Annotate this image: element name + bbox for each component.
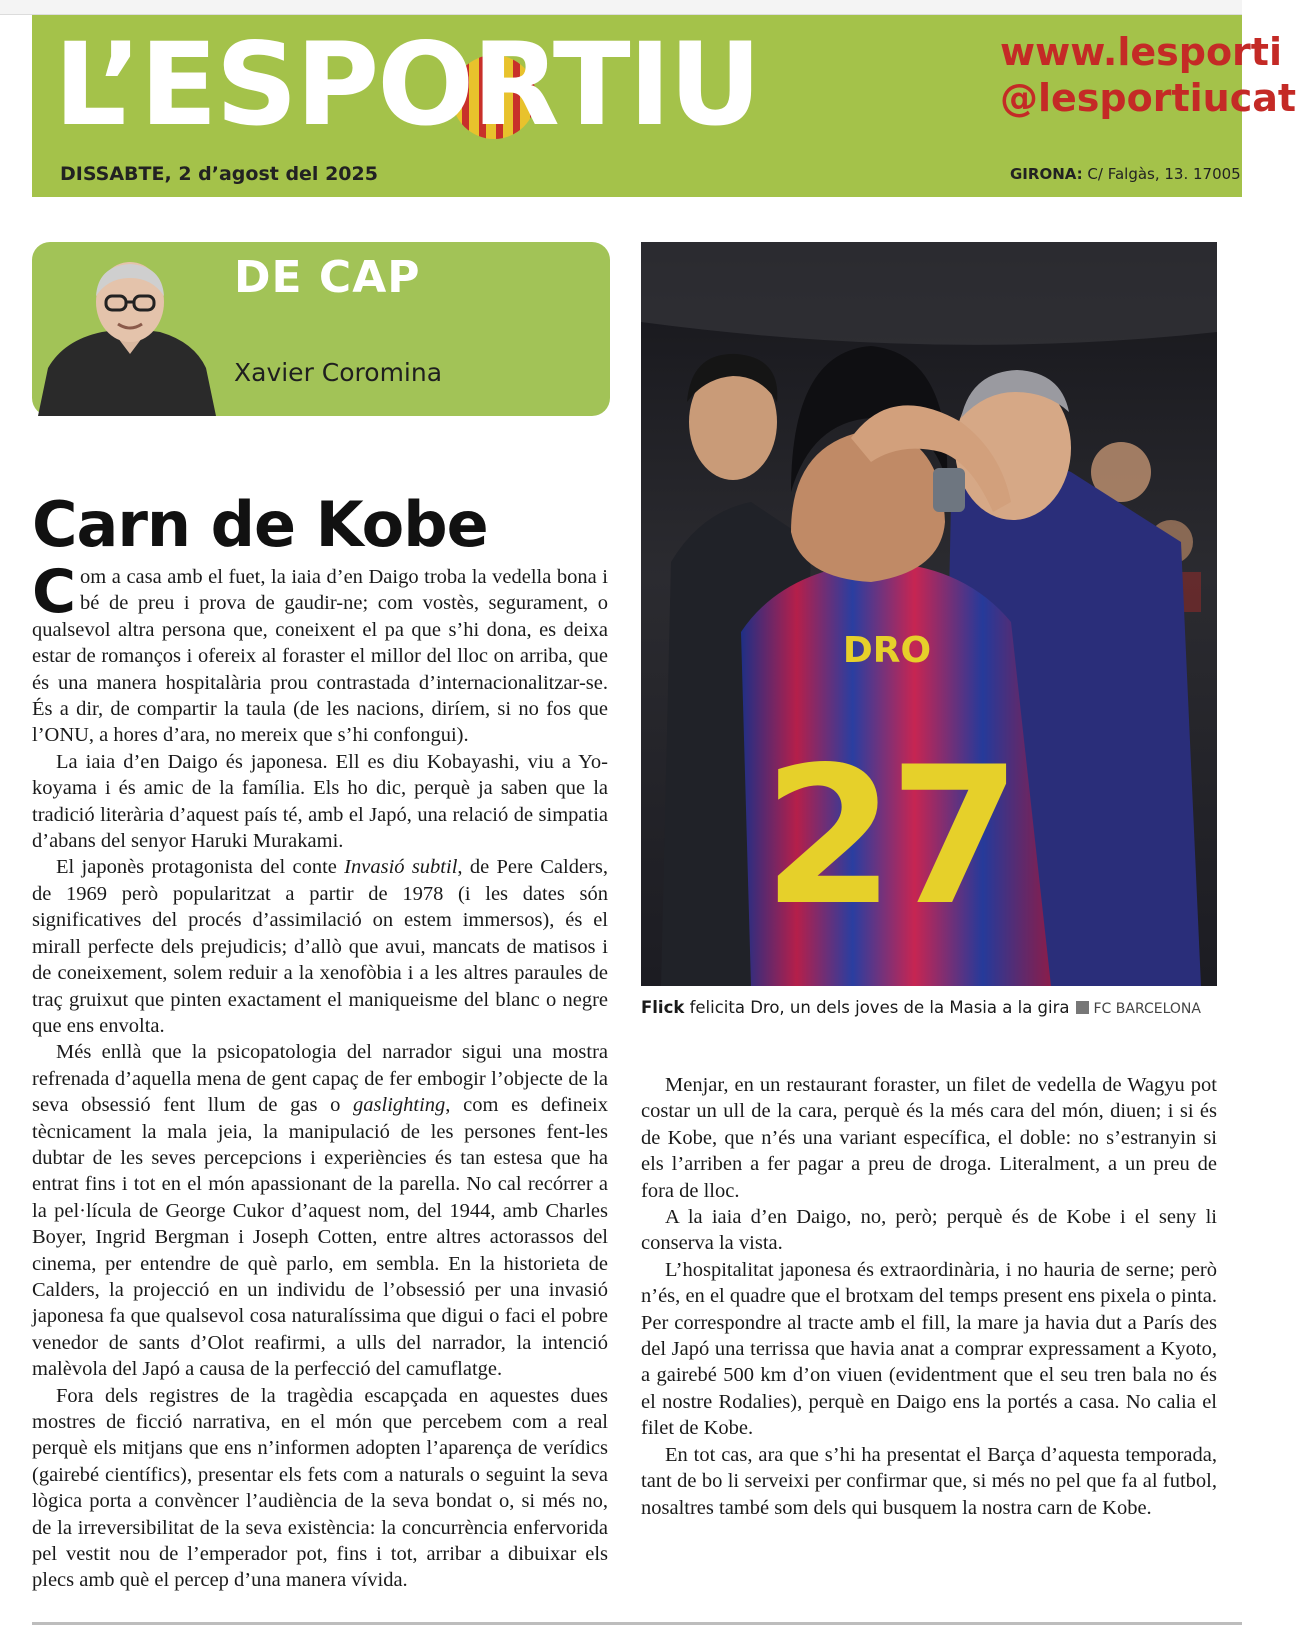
author-portrait: [34, 256, 224, 416]
article-paragraph-2: La iaia d’en Daigo és japonesa. Ell es diu Kobayashi, viu a Yokoyama i és amic de la família. Els ho dic, perquè ja saben que la tradició literària d’aquest país té, amb el Japó, una relació de simpatia d’abans del senyor Haruki Murakami.: [32, 750, 608, 853]
issue-date: DISSABTE, 2 d’agost del 2025: [60, 163, 378, 185]
caption-text: felicita Dro, un dels joves de la Masia a la gira: [684, 998, 1070, 1017]
paragraph-3-text-a: El japonès protagonista del conte: [56, 856, 345, 879]
article-paragraph-1: [32, 557, 608, 749]
article-paragraph-7: A la iaia d’en Daigo, no, però; perquè és de Kobe i el seny li conserva la vista.: [641, 1206, 1217, 1255]
column-header-box: [32, 242, 610, 416]
article-paragraph-3: [32, 854, 608, 1039]
paragraph-4-text-b: , com es defineix tècnicament la mala jeia, la manipulació de les persones fent-les dubtar de les seves percepcions i experiències és tan estesa que ha entrat fins i tot en el món apassionant de la parella. No cal recórrer a la pel·lícula de George Cukor d’aquest nom, del 1944, amb Charles Boyer, Ingrid Bergman i Joseph Cotten, entre altres actorassos del cinema, per entendre de què parlo, em sembla. En la historieta de Calders, la projecció en un individu de l’obsessió per una invasió japonesa fa que qualsevol cosa naturalíssima que digui o faci el pobre venedor de sants d’Olot reafirmi, a ulls del narrador, la intenció malèvola del Japó a causa de la perfecció del camuflatge.: [32, 1094, 608, 1381]
article-paragraph-4: [32, 1039, 608, 1382]
article-paragraph-5: Fora dels registres de la tragèdia escapçada en aquestes dues mostres de ficció narrativa, en el món que percebem com a real perquè els mitjans que ens n’informen adopten l’aparença de verídics (gairebé científics), presentar els fets com a naturals o seguint la seva lògica porta a convèncer l’audiència de la seva bondat o, si més no, de la irreversibilitat de la seva existència: la concurrència enfervorida pel vestit nou de l’emperador pot, fins i tot, arribar a dibuixar els plecs amb què el percep d’una manera vívida.: [32, 1384, 608, 1592]
address-city: GIRONA:: [1010, 165, 1083, 183]
paragraph-3-text-b: , de Pere Calders, de 1969 però popularitzat a partir de 1978 (i les dates són significatives del procés d’assimilació on estem immersos), és el mirall perfecte dels prejudicis; d’allò que avui, mancats de matisos i de coneixement, solem reduir a la xenofòbia i a les altres paraules de traç gruixut que pinten exactament el maniqueisme del blanc o negre que ens envolta.: [32, 856, 608, 1037]
bottom-divider: [32, 1622, 1242, 1625]
article-column-left: [32, 557, 608, 1594]
paragraph-1-text: om a casa amb el fuet, la iaia d’en Daigo troba la vedella bona i bé de preu i prova de gaudir-ne; com vostès, segurament, o qualsevol altra persona que, coneixent el pa que s’hi dona, es deixa estar de romanços i ofereix al foraster el millor del lloc on arriba, que és una manera hospitalària prou contrastada d’internacionalitzar-se. És a dir, de compartir la taula (de les nacions, diríem, si no fos que l’ONU, a hores d’ara, no mereix que s’hi confongui).: [32, 566, 608, 747]
photo-caption: [641, 998, 1201, 1017]
shirt-number: 27: [762, 726, 1016, 947]
caption-name: Flick: [641, 998, 685, 1017]
masthead: [32, 15, 1296, 197]
article-paragraph-6: Menjar, en un restaurant foraster, un filet de vedella de Wagyu pot costar un ull de la cara, perquè és la més cara del món, diuen; i si és de Kobe, que n’és una variant específica, el doble: no s’estranyin si els l’arriben a fer pagar a preu de droga. Literalment, a un preu de fora de lloc.: [641, 1074, 1217, 1202]
credit-square-icon: [1076, 1001, 1089, 1014]
story-title: Invasió subtil: [344, 856, 458, 879]
top-toolbar-strip: [0, 0, 1242, 15]
drop-cap: C: [32, 557, 77, 627]
address-street: C/ Falgàs, 13. 17005: [1082, 165, 1241, 183]
author-name: Xavier Coromina: [234, 358, 443, 387]
newspaper-logo: L’ESPORTIU: [54, 18, 760, 151]
shirt-name: DRO: [842, 630, 932, 671]
photo-credit: FC BARCELONA: [1093, 1001, 1201, 1017]
masthead-links: [1000, 29, 1296, 121]
office-address: [1010, 165, 1241, 183]
article-headline: Carn de Kobe: [32, 487, 488, 561]
column-section-title: DE CAP: [234, 252, 421, 303]
social-handle-link[interactable]: @lesportiucat: [1000, 76, 1296, 120]
article-paragraph-9: En tot cas, ara que s’hi ha presentat el Barça d’aquesta temporada, tant de bo li serveixi per confirmar que, si més no pel que fa al futbol, nosaltres també som dels qui busquem la nostra carn de Kobe.: [641, 1443, 1217, 1519]
website-link[interactable]: www.lesporti: [1000, 30, 1282, 74]
gaslighting-term: gaslighting: [353, 1094, 446, 1117]
article-column-right: [641, 1072, 1217, 1521]
article-photo: [641, 242, 1217, 986]
article-paragraph-8: L’hospitalitat japonesa és extraordinària, i no hauria de serne; però n’és, en el quadre que el brotxam del temps present ens pixela o pinta. Per correspondre al tracte amb el fill, la mare ja havia dut a París des del Japó una terrissa que havia anat a comprar expressament a Kyoto, a gairebé 500 km d’on viuen (evidentment que el seu tren bala no és el nostre Rodalies), perquè en Daigo ens la portés a casa. No calia el filet de Kobe.: [641, 1258, 1217, 1440]
paragraph-4-text-a: Més enllà que la psicopatologia del narrador sigui una mostra refrenada d’aquella mena de gent capaç de fer embogir l’objecte de la seva obsessió fent llum de gas o: [32, 1041, 608, 1117]
